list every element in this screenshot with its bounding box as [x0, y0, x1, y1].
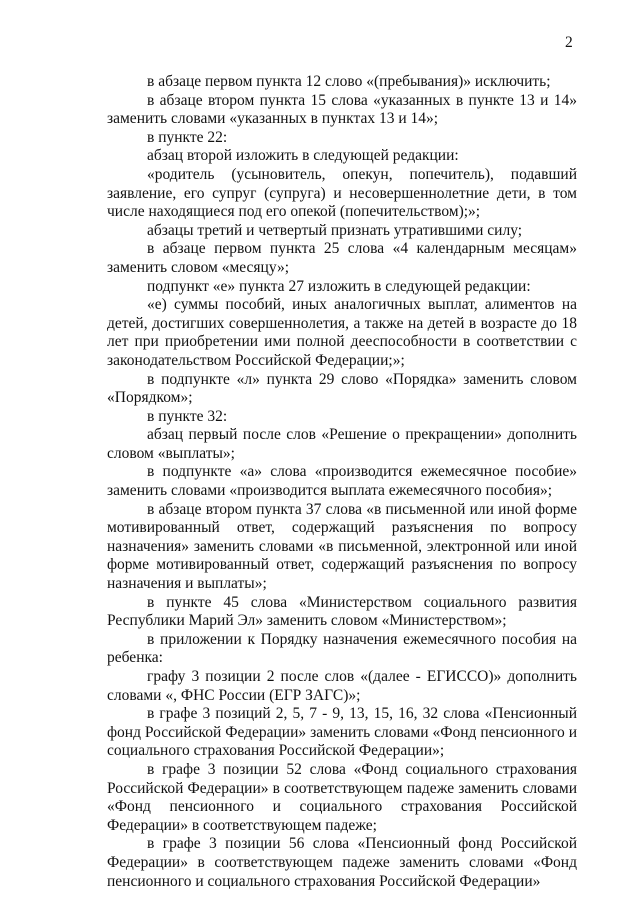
- paragraph: «родитель (усыновитель, опекун, попечитель), подавший заявление, его супруг (супруга) и несовершеннолетние дети, в том числе находящиеся под его опекой (попечительством);»;: [107, 165, 577, 221]
- paragraph: в графе 3 позиции 52 слова «Фонд социального страхования Российской Федерации» в соответствующем падеже заменить словами «Фонд пенсионного и социального страхования Российской Федерации» в соответствующем падеже;: [107, 760, 577, 834]
- paragraph: в графе 3 позиций 2, 5, 7 - 9, 13, 15, 16, 32 слова «Пенсионный фонд Российской Федерации» заменить словами «Фонд пенсионного и социального страхования Российской Федерации»;: [107, 705, 577, 760]
- paragraph: в абзаце втором пункта 15 слова «указанных в пункте 13 и 14» заменить словами «указанных в пунктах 13 и 14»;: [107, 91, 577, 128]
- paragraph: абзац второй изложить в следующей редакции:: [147, 147, 459, 165]
- paragraph: в пункте 32:: [147, 407, 228, 425]
- document-body: [107, 73, 577, 891]
- page-number: 2: [565, 34, 573, 51]
- paragraph: в приложении к Порядку назначения ежемесячного пособия на ребенка:: [107, 630, 577, 667]
- paragraph: в подпункте «а» слова «производится ежемесячное пособие» заменить словами «производится выплата ежемесячного пособия»;: [107, 463, 577, 500]
- paragraph: графу 3 позиции 2 после слов «(далее - ЕГИССО)» дополнить словами «, ФНС России (ЕГР ЗАГС)»;: [107, 668, 577, 704]
- paragraph: в пункте 45 слова «Министерством социального развития Республики Марий Эл» заменить словом «Министерством»;: [107, 593, 577, 630]
- paragraph: «е) суммы пособий, иных аналогичных выплат, алиментов на детей, достигших совершеннолетия, а также на детей в возрасте до 18 лет при приобретении ими полной дееспособности в соответствии с законодательством Российской Федерации;»;: [107, 296, 577, 369]
- paragraph: абзацы третий и четвертый признать утратившими силу;: [147, 221, 523, 239]
- paragraph: подпункт «е» пункта 27 изложить в следующей редакции:: [147, 277, 531, 295]
- paragraph: в подпункте «л» пункта 29 слово «Порядка» заменить словом «Порядком»;: [107, 370, 577, 407]
- paragraph: в абзаце первом пункта 12 слово «(пребывания)» исключить;: [147, 73, 551, 90]
- paragraph: в абзаце втором пункта 37 слова «в письменной или иной форме мотивированный ответ, содержащий разъяснения по вопросу назначения» заменить словами «в письменной, электронной или иной форме мотивированный ответ, содержащий разъяснения по вопросу назначения и выплаты»;: [107, 500, 577, 593]
- paragraph: в абзаце первом пункта 25 слова «4 календарным месяцам» заменить словом «месяцу»;: [107, 240, 577, 276]
- paragraph: в графе 3 позиции 56 слова «Пенсионный фонд Российской Федерации» в соответствующем падеже заменить словами «Фонд пенсионного и социального страхования Российской Федерации»: [107, 835, 577, 890]
- paragraph: абзац первый после слов «Решение о прекращении» дополнить словом «выплаты»;: [107, 426, 577, 462]
- paragraph: в пункте 22:: [147, 128, 228, 146]
